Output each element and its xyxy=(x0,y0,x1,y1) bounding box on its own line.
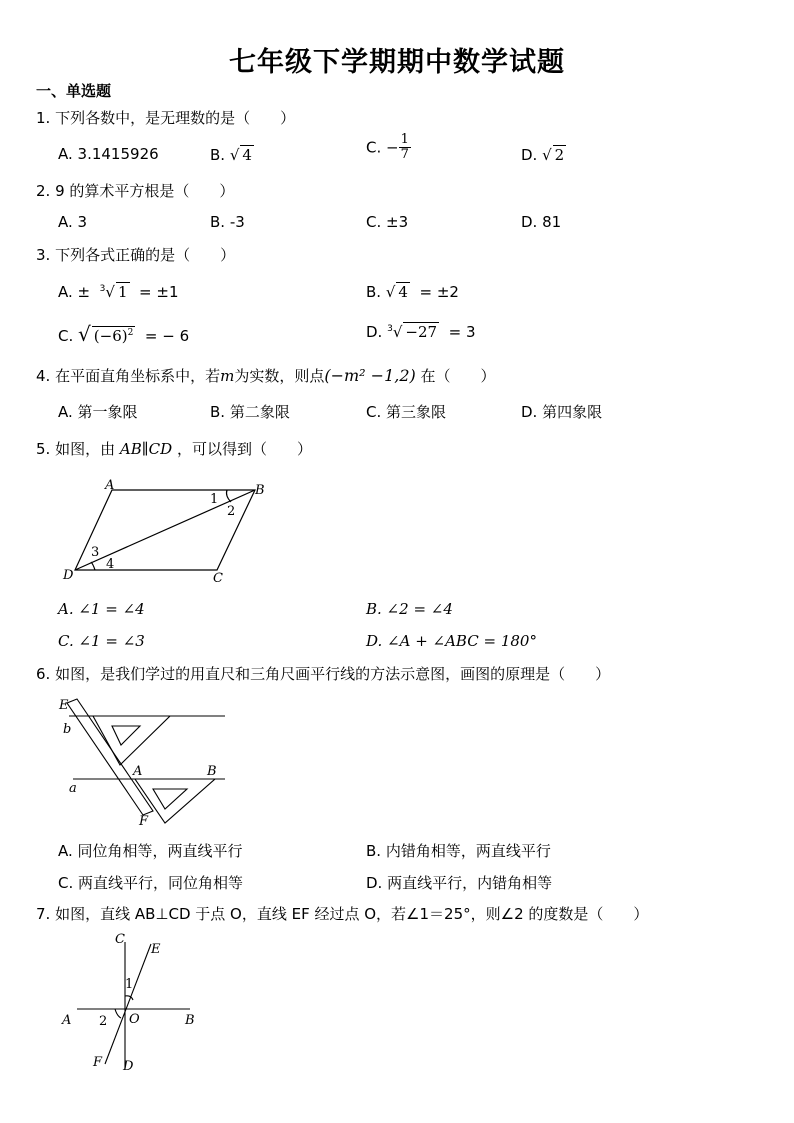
fig5-label-c: C xyxy=(213,571,223,586)
fig7-angle-1: 1 xyxy=(125,977,134,992)
q2-option-c: C. ±3 xyxy=(366,213,409,231)
fig5-label-d: D xyxy=(63,568,74,583)
q3-option-b: B. √ 4 = ±2 xyxy=(366,283,459,301)
q3-option-d: D. $^3$√ −27 = 3 xyxy=(366,323,476,341)
q6-option-a: A. 同位角相等，两直线平行 xyxy=(58,842,243,860)
fig7-label-c: C xyxy=(115,932,125,947)
q6-option-c: C. 两直线平行，同位角相等 xyxy=(58,874,244,892)
question-3-stem: 3. 下列各式正确的是（ ） xyxy=(36,246,236,264)
question-6-stem: 6. 如图，是我们学过的用直尺和三角尺画平行线的方法示意图，画图的原理是（ ） xyxy=(36,665,611,683)
q1-option-d: D. √ 2 xyxy=(521,146,565,164)
q4-option-c: C. 第三象限 xyxy=(366,403,447,421)
fig7-angle-2: 2 xyxy=(99,1014,108,1029)
q1-option-a: A. 3.1415926 xyxy=(58,145,159,163)
q5-option-c: C. ∠1 = ∠3 xyxy=(58,632,145,650)
question-1-stem: 1. 下列各数中，是无理数的是（ ） xyxy=(36,109,296,127)
fig7-label-e: E xyxy=(151,942,161,957)
q5-option-b: B. ∠2 = ∠4 xyxy=(366,600,453,618)
fig7-label-o: O xyxy=(129,1012,140,1027)
q6-option-d: D. 两直线平行，内错角相等 xyxy=(366,874,553,892)
fig7-label-d: D xyxy=(123,1059,134,1074)
q1-option-c: C. − $\frac{1}{7}$ xyxy=(366,132,409,162)
q3-option-c: C. √ $(-6)^2$ = − 6 xyxy=(58,322,190,346)
fig5-label-a: A xyxy=(105,478,115,493)
q1-option-b: B. √ 4 xyxy=(210,146,252,164)
fig6-label-a-point: A xyxy=(133,764,143,779)
perpendicular-lines-figure xyxy=(55,928,210,1078)
question-4-stem: 4. 在平面直角坐标系中，若m为实数，则点(−m² −1,2) 在（ ） xyxy=(36,366,496,385)
fig7-label-a: A xyxy=(62,1013,72,1028)
q3-option-a: A. ± $^3$√ 1 = ±1 xyxy=(58,283,179,301)
question-5-stem: 5. 如图，由 AB∥CD ，可以得到（ ） xyxy=(36,440,312,458)
fig5-angle-2: 2 xyxy=(227,504,236,519)
q4-option-a: A. 第一象限 xyxy=(58,403,138,421)
q2-option-d: D. 81 xyxy=(521,213,562,231)
question-7-stem: 7. 如图，直线 AB⊥CD 于点 O，直线 EF 经过点 O，若∠1＝25°，则∠2 的度数是（ ） xyxy=(36,905,649,923)
fig6-label-b-point: B xyxy=(207,764,217,779)
ruler-triangle-figure xyxy=(55,693,235,828)
fig6-label-a-line: a xyxy=(69,781,77,796)
fig7-label-b: B xyxy=(185,1013,195,1028)
question-2-stem: 2. 9 的算术平方根是（ ） xyxy=(36,182,235,200)
fig5-label-b: B xyxy=(255,483,265,498)
q4-option-d: D. 第四象限 xyxy=(521,403,603,421)
fig6-label-b-line: b xyxy=(63,722,72,737)
q5-option-a: A. ∠1 = ∠4 xyxy=(58,600,145,618)
fig7-label-f: F xyxy=(93,1055,103,1070)
section-heading: 一、单选题 xyxy=(36,82,112,100)
parallelogram-figure xyxy=(55,478,285,588)
q5-option-d: D. ∠A + ∠ABC = 180° xyxy=(366,632,537,650)
fig6-label-f: F xyxy=(139,814,149,828)
q4-option-b: B. 第二象限 xyxy=(210,403,290,421)
fig5-angle-3: 3 xyxy=(91,545,100,560)
q2-option-b: B. -3 xyxy=(210,213,245,231)
fig6-label-e: E xyxy=(59,698,69,713)
fig5-angle-1: 1 xyxy=(210,492,219,507)
page-title: 七年级下学期期中数学试题 xyxy=(229,47,565,78)
fig5-angle-4: 4 xyxy=(106,557,115,572)
q6-option-b: B. 内错角相等，两直线平行 xyxy=(366,842,551,860)
q2-option-a: A. 3 xyxy=(58,213,88,231)
